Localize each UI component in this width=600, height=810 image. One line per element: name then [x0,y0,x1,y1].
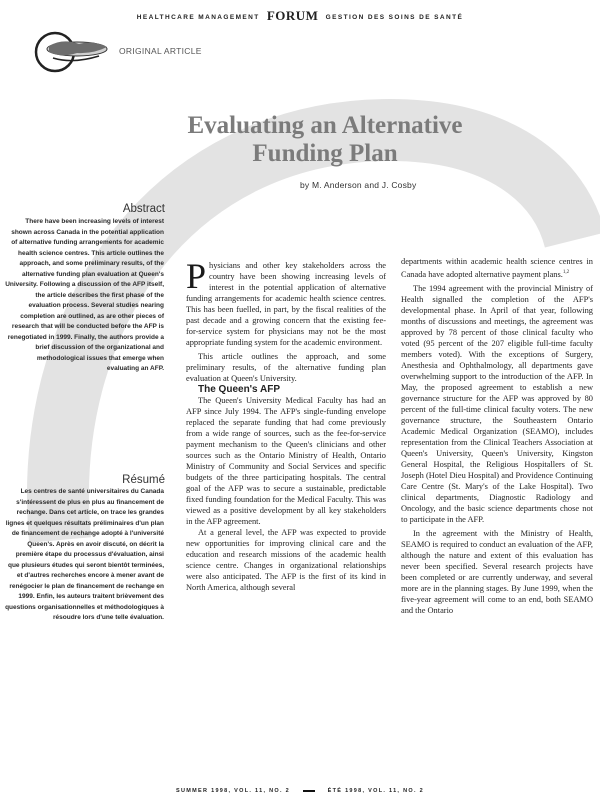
intro-paragraph-1-text: hysicians and other key stakeholders across the country have been showing increasing levels of interest in the potential application of alternative funding arrangements for academic health science centres. This has been fuelled, in part, by the fiscal realities of the past decade and a growing concern that the existing fee-for-service system for physicians may not be the most appropriate funding system for the academic environment. [186,261,386,347]
col2-paragraph-0-text: departments within academic health science centres in Canada have adopted alternative payment plans. [401,257,593,279]
article-title: Evaluating an Alternative Funding Plan [187,112,463,167]
intro-paragraph-2: This article outlines the approach, and some preliminary results, of the alternative funding plan evaluation at Queen's University. [186,352,386,383]
body-column-1 [186,256,386,593]
body-column-2 [401,256,593,616]
section-paragraph-1: The Queen's University Medical Faculty has had an AFP since July 1994. The AFP's single-funding envelope replaced the separate funding that had come previously from a wide range of sources, such as the fee-for-service payment mechanism to the Queen's clinicians and other sources such as the Ontario Ministry of Health, Ontario Ministry of Community and Social Services and specific budgets of the three participating hospitals. The central goal of the AFP was to secure a sustainable, predictable fixed funding foundation for the Medical Faculty. This was viewed as a positive development by all key stakeholders in the AFP agreement. [186,396,386,526]
intro-paragraph-1 [186,256,386,348]
col2-paragraph-1: The 1994 agreement with the provincial Ministry of Health signalled the completion of the AFP's developmental phase. In April of that year, following months of discussions and meetings, the agreement was approved by 78 percent of those clinical faculty who voted (95 percent of the 207 eligible full-time faculty members voted). With the exceptions of Surgery, Anesthesia and Ophthalmology, all departments gave overwhelming support to the introduction of the AFP. In May, the proposed agreement to establish a new governance structure for the AFP was approved by 80 percent of the full-time clinical faculty voters. The new governance structure, the Southeastern Ontario Academic Medical Organization (SEAMO), includes representation from the Clinical Teachers Association at Queen's University, Queen's University, Kingston General Hospital, the Religious Hospitallers of St. Joseph (Hotel Dieu Hospital) and Providence Continuing Care Centre (St. Mary's of the Lake Hospital). Two clinical departments, Diagnostic Radiology and Oncology, and the basic science departments chose not to participate in the AFP. [401,283,593,524]
journal-masthead [0,8,600,24]
section-paragraph-2: At a general level, the AFP was expected to provide new opportunities for improving clinical care and the education and research missions of the academic health science centre. Changes in organizational relationships were also anticipated. The AFP is the first of its kind in North America, although several [186,528,386,592]
footer-right: ÉTÉ 1998, VOL. 11, NO. 2 [327,788,424,794]
section-heading: The Queen's AFP [198,384,281,395]
footer-left: SUMMER 1998, VOL. 11, NO. 2 [176,788,290,794]
col2-paragraph-2: In the agreement with the Ministry of Health, SEAMO is required to conduct an evaluation of the AFP, although the nature and extent of this evaluation has never been specified. Several research projects have been completed or are currently underway, and several more are in the planning stages. By June 1999, when the five-year agreement will come to an end, both SEAMO and the Ontario [401,528,593,615]
abstract-heading: Abstract [122,203,165,215]
drop-cap: P [186,256,207,296]
article-type: ORIGINAL ARTICLE [119,46,202,56]
masthead-left: HEALTHCARE MANAGEMENT [136,14,260,21]
journal-logo-icon [33,30,113,74]
article-authors: by M. Anderson and J. Cosby [300,180,417,190]
resume-heading: Résumé [122,474,165,486]
col2-paragraph-0 [401,256,593,280]
abstract-text: There have been increasing levels of interest shown across Canada in the potential application of alternative funding arrangements for academic health science centres. This article outlines the approach, and some preliminary results, of the alternative funding plan evaluation at Queen's University. Following a discussion of the AFP itself, the article describes the first phase of the evaluation process. Several studies nearing completion are outlined, as are other pieces of research that will be conducted before the AFP is renegotiated in 1999. Finally, the authors provide a brief discussion of the organizational and methodological issues that emerge when evaluating an AFP. [5,218,164,372]
resume-text: Les centres de santé universitaires du Canada s'intéressent de plus en plus au financement de rechange. Dans cet article, on trace les grandes lignes et quelques résultats préliminaires d'un plan de financement de rechange adopté à l'université Queen's. Après en avoir discuté, on décrit la première étape du processus d'évaluation, ainsi que plusieurs études qui seront bientôt terminées, et d'autres recherches encore à mener avant de renégocier le plan de financement de rechange en 1999. Enfin, les auteurs traitent brièvement des questions organisationnelles et méthodologiques à résoudre lors d'une telle évaluation. [5,488,164,621]
masthead-forum: FORUM [266,8,319,23]
page-footer [0,788,600,794]
masthead-right: GESTION DES SOINS DE SANTÉ [325,14,464,21]
citation-superscript: 1,2 [562,270,570,275]
footer-divider [303,790,315,792]
